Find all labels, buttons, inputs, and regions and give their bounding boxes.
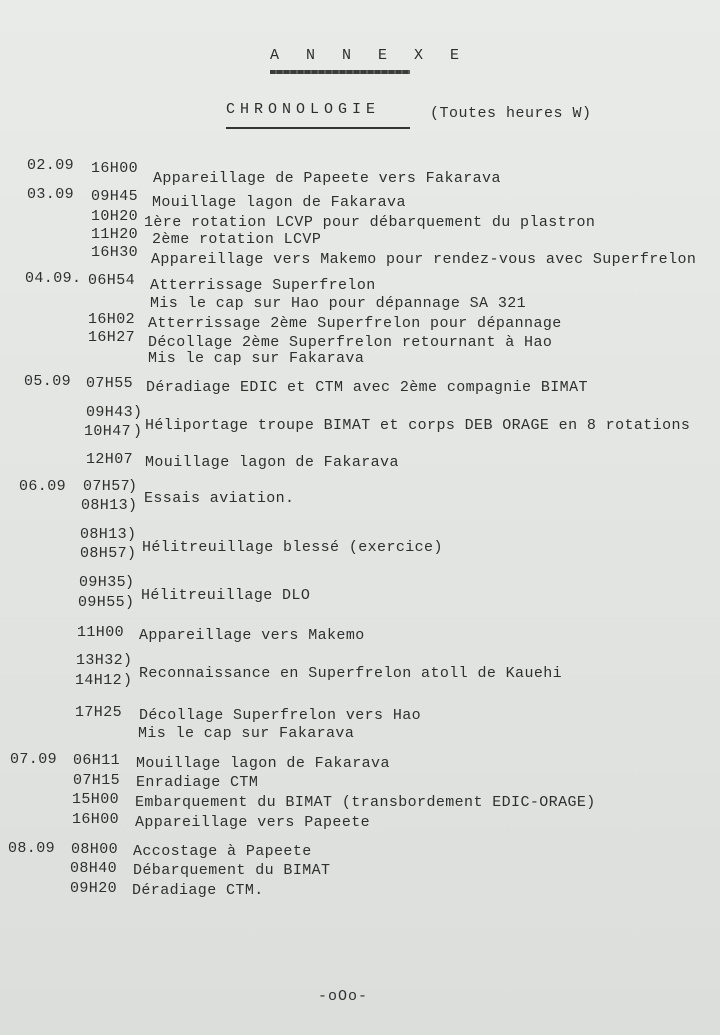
entry-text: Héliportage troupe BIMAT et corps DEB ORAGE en 8 rotations	[145, 417, 691, 434]
time-range-brace: )	[125, 594, 135, 611]
entry-time: 16H00	[72, 811, 120, 828]
entry-time-from: 07H57	[83, 478, 131, 495]
entry-time: 16H27	[88, 329, 136, 346]
entry-text: Appareillage vers Makemo pour rendez-vous avec Superfrelon	[151, 251, 697, 268]
entry-date: 03.09	[27, 186, 75, 203]
chronology-title: CHRONOLOGIE	[226, 101, 381, 118]
entry-time-to: 08H57	[80, 545, 128, 562]
entry-text: Atterrissage Superfrelon	[150, 277, 376, 294]
entry-text: Enradiage CTM	[136, 774, 259, 791]
entry-time: 16H00	[91, 160, 139, 177]
entry-text: 1ère rotation LCVP pour débarquement du plastron	[144, 214, 596, 231]
entry-time-from: 13H32	[76, 652, 124, 669]
time-range-brace: )	[127, 526, 137, 543]
entry-time-to: 09H55	[78, 594, 126, 611]
time-range-brace: )	[128, 497, 138, 514]
entry-time: 08H40	[70, 860, 118, 877]
entry-date: 06.09	[19, 478, 67, 495]
entry-date: 04.09.	[25, 270, 82, 287]
entry-time: 07H15	[73, 772, 121, 789]
entry-text: Décollage Superfrelon vers Hao	[139, 707, 422, 724]
time-range-brace: )	[123, 652, 133, 669]
entry-time: 11H20	[91, 226, 139, 243]
entry-text: Hélitreuillage DLO	[141, 587, 311, 604]
entry-time: 11H00	[77, 624, 125, 641]
entry-text: Déradiage EDIC et CTM avec 2ème compagnie BIMAT	[146, 379, 588, 396]
annex-title-underline	[270, 70, 410, 74]
entry-time: 06H11	[73, 752, 121, 769]
entry-time: 12H07	[86, 451, 134, 468]
annex-title: A N N E X E	[270, 47, 469, 64]
entry-time-to: 10H47	[84, 423, 132, 440]
time-range-brace: )	[125, 574, 135, 591]
entry-text: Mis le cap sur Fakarava	[148, 350, 365, 367]
entry-time-from: 09H35	[79, 574, 127, 591]
entry-time: 17H25	[75, 704, 123, 721]
entry-date: 07.09	[10, 751, 58, 768]
entry-text: Mouillage lagon de Fakarava	[152, 194, 406, 211]
entry-text: Atterrissage 2ème Superfrelon pour dépannage	[148, 315, 562, 332]
entry-date: 08.09	[8, 840, 56, 857]
entry-text: Embarquement du BIMAT (transbordement EDIC-ORAGE)	[135, 794, 596, 811]
entry-time: 10H20	[91, 208, 139, 225]
chronology-title-underline	[226, 127, 410, 129]
entry-text: Décollage 2ème Superfrelon retournant à Hao	[148, 334, 553, 351]
entry-time: 07H55	[86, 375, 134, 392]
entry-time: 16H02	[88, 311, 136, 328]
entry-text: Hélitreuillage blessé (exercice)	[142, 539, 443, 556]
entry-text: Appareillage vers Makemo	[139, 627, 365, 644]
entry-text: Reconnaissance en Superfrelon atoll de Kauehi	[139, 665, 563, 682]
entry-text: Déradiage CTM.	[132, 882, 264, 899]
entry-time: 09H45	[91, 188, 139, 205]
entry-text: Mis le cap sur Hao pour dépannage SA 321	[150, 295, 527, 312]
entry-date: 05.09	[24, 373, 72, 390]
entry-text: 2ème rotation LCVP	[152, 231, 322, 248]
entry-time: 09H20	[70, 880, 118, 897]
entry-time: 16H30	[91, 244, 139, 261]
entry-text: Débarquement du BIMAT	[133, 862, 331, 879]
entry-time: 06H54	[88, 272, 136, 289]
entry-date: 02.09	[27, 157, 75, 174]
entry-time-from: 08H13	[80, 526, 128, 543]
entry-text: Appareillage de Papeete vers Fakarava	[153, 170, 501, 187]
entry-text: Mis le cap sur Fakarava	[138, 725, 355, 742]
entry-text: Essais aviation.	[144, 490, 295, 507]
end-mark: -oOo-	[318, 988, 369, 1005]
entry-text: Mouillage lagon de Fakarava	[145, 454, 399, 471]
entry-text: Accostage à Papeete	[133, 843, 312, 860]
time-range-brace: )	[128, 478, 138, 495]
time-range-brace: )	[127, 545, 137, 562]
chronology-time-note: (Toutes heures W)	[430, 105, 592, 122]
entry-text: Appareillage vers Papeete	[135, 814, 371, 831]
time-range-brace: )	[133, 404, 143, 421]
entry-time-from: 09H43	[86, 404, 134, 421]
time-range-brace: )	[133, 423, 143, 440]
entry-time-to: 14H12	[75, 672, 123, 689]
entry-time-to: 08H13	[81, 497, 129, 514]
time-range-brace: )	[123, 672, 133, 689]
entry-text: Mouillage lagon de Fakarava	[136, 755, 390, 772]
entry-time: 08H00	[71, 841, 119, 858]
entry-time: 15H00	[72, 791, 120, 808]
